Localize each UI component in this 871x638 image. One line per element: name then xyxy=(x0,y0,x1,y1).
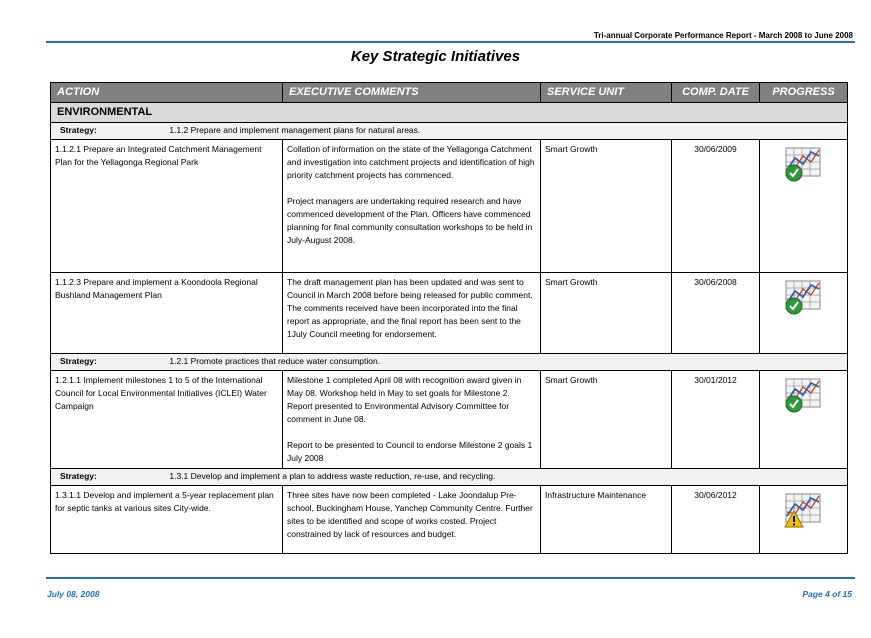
completion-date-cell: 30/06/2012 xyxy=(672,486,760,554)
service-unit-cell: Smart Growth xyxy=(541,371,672,469)
completion-date-cell: 30/06/2008 xyxy=(672,273,760,354)
col-header-comments: EXECUTIVE COMMENTS xyxy=(283,83,541,103)
comment-paragraph: Project managers are undertaking required research and have commenced development of the Plan. Officers have commenced planning for final community consultation workshops to be held in July-August 2008. xyxy=(287,196,533,245)
strategy-row xyxy=(51,123,848,140)
comments-cell xyxy=(283,140,541,273)
completion-date-cell: 30/06/2009 xyxy=(672,140,760,273)
chart-warning-icon xyxy=(781,490,827,530)
action-cell: 1.1.2.1 Prepare an Integrated Catchment Management Plan for the Yellagonga Regional Park xyxy=(51,140,283,273)
comment-paragraph: Collation of information on the state of the Yellagonga Catchment and investigation into catchment projects and identification of high priority catchment projects has commenced. xyxy=(287,144,535,180)
action-cell: 1.2.1.1 Implement milestones 1 to 5 of the International Council for Local Environmental Initiatives (ICLEI) Water Campaign xyxy=(51,371,283,469)
chart-check-icon xyxy=(781,375,827,415)
strategy-row xyxy=(51,354,848,371)
table-row xyxy=(51,486,848,554)
table-row xyxy=(51,273,848,354)
strategy-text: 1.1.2 Prepare and implement management plans for natural areas. xyxy=(169,125,421,135)
action-cell: 1.1.2.3 Prepare and implement a Koondoola Regional Bushland Management Plan xyxy=(51,273,283,354)
strategy-label: Strategy: xyxy=(60,471,97,481)
comment-paragraph: Report to be presented to Council to endorse Milestone 2 goals 1 July 2008 xyxy=(287,440,533,463)
col-header-date: COMP. DATE xyxy=(672,83,760,103)
action-cell: 1.3.1.1 Develop and implement a 5-year replacement plan for septic tanks at various sites City-wide. xyxy=(51,486,283,554)
progress-cell xyxy=(760,273,848,354)
comments-cell xyxy=(283,273,541,354)
col-header-unit: SERVICE UNIT xyxy=(541,83,672,103)
progress-cell xyxy=(760,371,848,469)
chart-check-icon xyxy=(781,277,827,317)
footer-page-number: Page 4 of 15 xyxy=(802,589,852,599)
strategy-label: Strategy: xyxy=(60,125,97,135)
table-row xyxy=(51,371,848,469)
service-unit-cell: Smart Growth xyxy=(541,273,672,354)
header-divider xyxy=(46,41,855,43)
comment-paragraph: Three sites have now been completed - Lake Joondalup Pre-school, Buckingham House, Yanchep Community Centre. Further sites to be identified and scope of works costed. Project constrained by lack of resources and budget. xyxy=(287,490,533,539)
col-header-progress: PROGRESS xyxy=(760,83,848,103)
strategy-text: 1.3.1 Develop and implement a plan to address waste reduction, re-use, and recycling. xyxy=(169,471,496,481)
section-row xyxy=(51,103,848,123)
progress-cell xyxy=(760,140,848,273)
comments-cell xyxy=(283,486,541,554)
page-title: Key Strategic Initiatives xyxy=(350,48,521,65)
completion-date-cell: 30/01/2012 xyxy=(672,371,760,469)
col-header-action: ACTION xyxy=(51,83,283,103)
report-header-title: Tri-annual Corporate Performance Report - March 2008 to June 2008 xyxy=(593,31,853,40)
comment-paragraph: Milestone 1 completed April 08 with recognition award given in May 08. Workshop held in May to set goals for Milestone 2. Report presented to Environmental Advisory Committee for comment in June 08. xyxy=(287,375,522,424)
strategy-row xyxy=(51,469,848,486)
table-row xyxy=(51,140,848,273)
service-unit-cell: Smart Growth xyxy=(541,140,672,273)
section-title: ENVIRONMENTAL xyxy=(51,103,848,123)
footer-divider xyxy=(46,577,855,579)
footer-date: July 08, 2008 xyxy=(47,589,100,599)
initiatives-table xyxy=(50,82,848,554)
strategy-text: 1.2.1 Promote practices that reduce water consumption. xyxy=(169,356,381,366)
comments-cell xyxy=(283,371,541,469)
table-header-row xyxy=(51,83,848,103)
service-unit-cell: Infrastructure Maintenance xyxy=(541,486,672,554)
strategy-label: Strategy: xyxy=(60,356,97,366)
progress-cell xyxy=(760,486,848,554)
comment-paragraph: The draft management plan has been updated and was sent to Council in March 2008 before being released for public comment. The comments received have been incorporated into the final report as appropriate, and the final report has been sent to the 1July Council meeting for endorsement. xyxy=(287,277,533,339)
chart-check-icon xyxy=(781,144,827,184)
